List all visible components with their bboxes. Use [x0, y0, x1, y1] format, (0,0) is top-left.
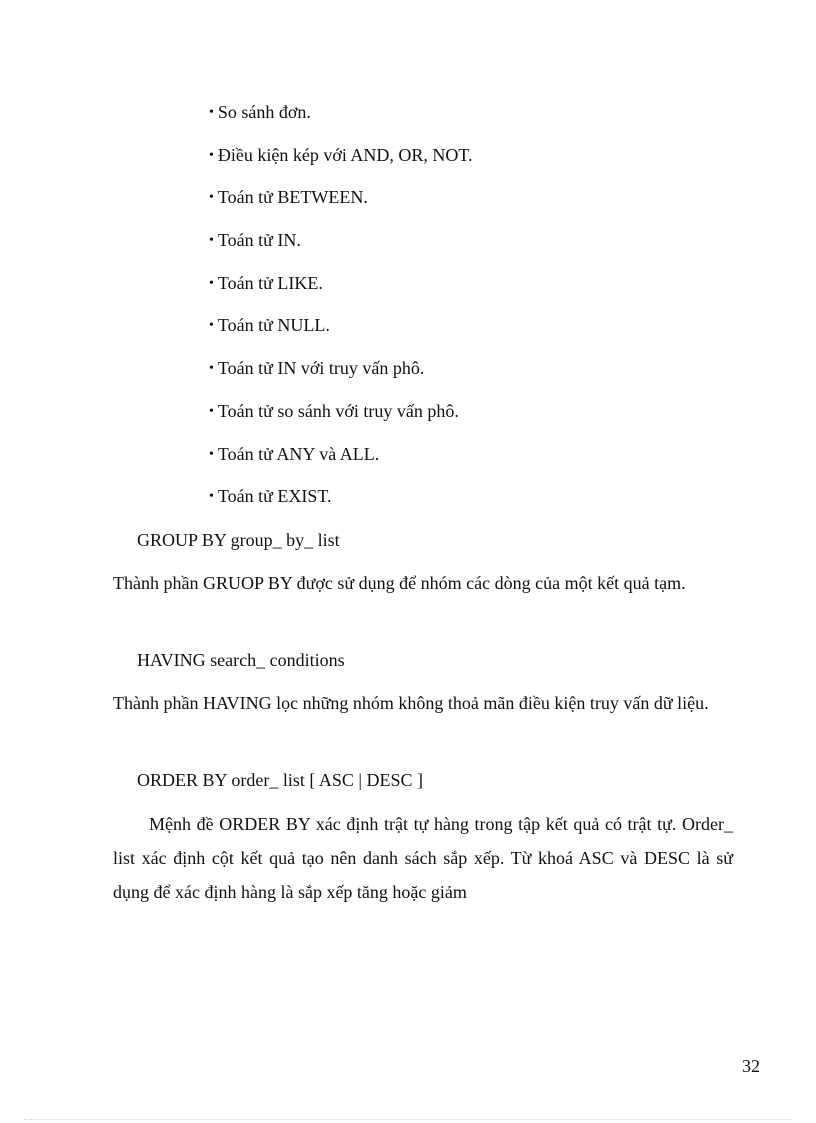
- list-item-text: Điều kiện kép với AND, OR, NOT.: [217, 144, 473, 165]
- operator-bullet-list: [209, 99, 473, 526]
- bullet-icon: •: [209, 403, 214, 419]
- order-by-syntax: ORDER BY order_ list [ ASC | DESC ]: [137, 770, 423, 790]
- list-item-text: Toán tử IN.: [217, 230, 301, 251]
- group-by-description: Thành phần GRUOP BY được sử dụng để nhóm các dòng của một kết quả tạm.: [113, 573, 686, 593]
- list-item: [209, 99, 473, 142]
- page-bottom-divider: [24, 1119, 792, 1120]
- list-item: [209, 355, 473, 398]
- page-number: 32: [742, 1056, 760, 1076]
- list-item-text: So sánh đơn.: [217, 102, 311, 122]
- bullet-icon: •: [209, 361, 214, 377]
- list-item: [209, 142, 473, 185]
- having-syntax: HAVING search_ conditions: [137, 650, 345, 670]
- list-item-text: Toán tử so sánh với truy vấn phô.: [217, 400, 459, 421]
- list-item: [209, 441, 473, 484]
- list-item-text: Toán tử IN với truy vấn phô.: [217, 358, 425, 379]
- bullet-icon: •: [209, 275, 214, 291]
- bullet-icon: •: [209, 147, 214, 163]
- bullet-icon: •: [209, 489, 214, 505]
- list-item: [209, 227, 473, 270]
- list-item-text: Toán tử BETWEEN.: [217, 187, 368, 208]
- list-item-text: Toán tử ANY và ALL.: [217, 443, 380, 464]
- bullet-icon: •: [209, 233, 214, 249]
- list-item-text: Toán tử LIKE.: [217, 272, 323, 293]
- bullet-icon: •: [209, 190, 214, 206]
- list-item: [209, 398, 473, 441]
- list-item: [209, 483, 473, 526]
- order-by-description: Mệnh đề ORDER BY xác định trật tự hàng trong tập kết quả có trật tự. Order_ list xác định cột kết quả tạo nên danh sách sắp xếp. Từ khoá ASC và DESC là sử dụng để xác định hàng là sắp xếp tăng hoặc giảm: [113, 814, 733, 902]
- having-description: Thành phần HAVING lọc những nhóm không thoả mãn điều kiện truy vấn dữ liệu.: [113, 693, 709, 713]
- list-item-text: Toán tử EXIST.: [217, 486, 332, 507]
- bullet-icon: •: [209, 318, 214, 334]
- bullet-icon: •: [209, 446, 214, 462]
- bullet-icon: •: [209, 105, 214, 120]
- group-by-syntax: GROUP BY group_ by_ list: [137, 530, 340, 550]
- list-item: [209, 312, 473, 355]
- list-item-text: Toán tử NULL.: [217, 315, 330, 336]
- list-item: [209, 270, 473, 313]
- list-item: [209, 184, 473, 227]
